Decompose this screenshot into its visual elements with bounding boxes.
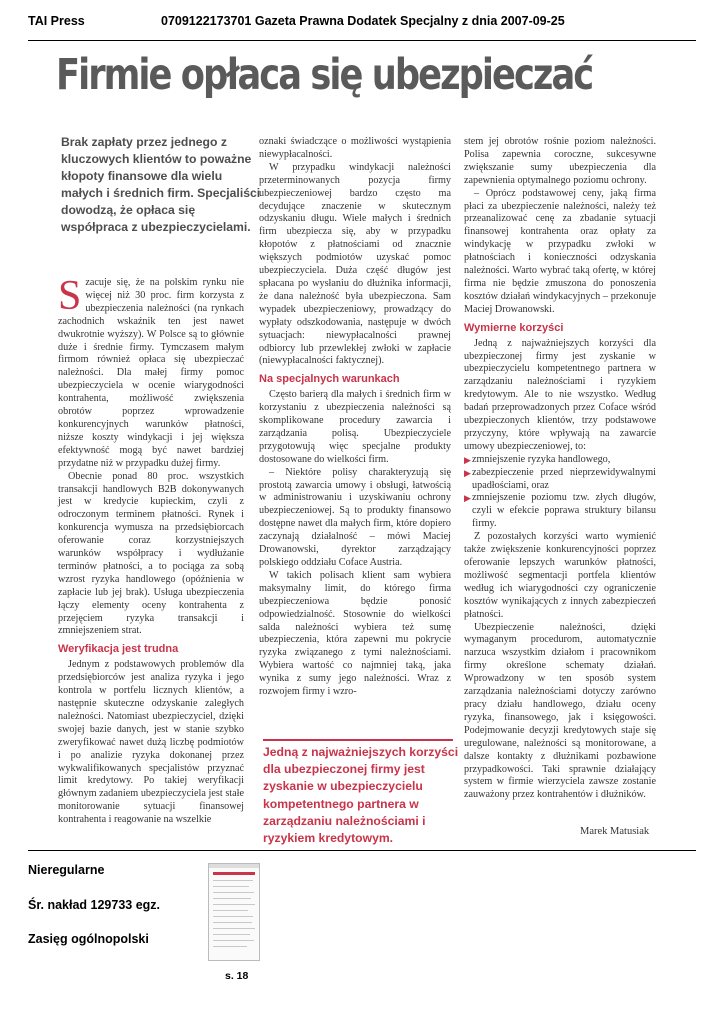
thumbnail-line xyxy=(213,904,255,905)
pull-quote xyxy=(263,739,463,847)
thumbnail-line xyxy=(213,898,251,899)
article-lead: Brak zapłaty przez jednego z kluczowych klientów to poważne kłopoty finansowe dla wielu małych i średnich firm. Specjaliści dowodzą, że opłaca się współpraca z ubezpieczycielami. xyxy=(61,135,261,235)
thumbnail-header-bar xyxy=(209,864,259,868)
col2-paragraph-1: oznaki świadczące o możliwości wystąpienia niewypłacalności. xyxy=(259,136,451,160)
col2-paragraph-4: – Niektóre polisy charakteryzują się prostotą zawarcia umowy i obsługi, łatwością w administrowaniu i uzyskiwaniu ochrony ubezpieczeniowej. Są to produkty finansowo dostępne nawet dla małych firm, które dopiero zaczynają działalność – mówi Maciej Drowanowski, dyrektor zarządzający polskiego oddziału Coface Austria. xyxy=(259,466,451,568)
frequency-label: Nieregularne xyxy=(28,863,105,877)
page-number: s. 18 xyxy=(225,970,249,982)
bullet-icon: ▶ xyxy=(464,467,471,478)
thumbnail-line xyxy=(213,922,252,923)
bullet-icon: ▶ xyxy=(464,454,471,465)
footer-rule xyxy=(28,850,696,851)
clipping-header xyxy=(28,14,696,36)
col1-paragraph-3: Jednym z podstawowych problemów dla przedsiębiorców jest analiza ryzyka i jego kontrola w portfelu licznych klientów, a następnie skuteczne odzyskanie zaległych należności. Natomiast ubezpieczyciel, dzięki swojej bazie danych, jest w stanie szybko zweryfikować nawet dużą liczbę podmiotów i po analizie ryzyka dokonanej przez wykwalifikowanych specjalistów przyznać limit kredytowy. Po takiej weryfikacji głównym zadaniem ubezpieczyciela jest stałe monitorowanie sytuacji finansowej kontrahenta i reagowanie na wszelkie xyxy=(58,659,244,826)
col1-paragraph-2: Obecnie ponad 80 proc. wszystkich transakcji handlowych B2B dokonywanych jest w kredycie kupieckim, czyli z odroczonym terminem płatności. Rynek i konkurencja wymusza na przedsiębiorcach oferowanie coraz korzystniejszych warunków współpracy i wydłużanie terminów płatności, a to pociąga za sobą wzrost ryzyka handlowego (opóźnienia w zapłacie lub jej brak). Usługa ubezpieczenia łączy elementy oceny kontrahenta z przejęciem ryzyka transakcji i zmniejszeniem strat. xyxy=(58,470,244,637)
thumbnail-line xyxy=(213,928,255,929)
column-2 xyxy=(259,136,451,699)
subheading-wymierne-korzysci: Wymierne korzyści xyxy=(464,321,564,334)
thumbnail-line xyxy=(213,934,250,935)
benefits-list xyxy=(464,454,656,531)
col3-paragraph-5: Ubezpieczenie należności, dzięki wymaganym procedurom, automatycznie narzuca wszystkim działom i pracownikom firmy określone schematy działań. Wprowadzony w ten sposób system zarządzania należnościami dotyczy zarówno pracy działu handlowego, działu oceny ryzyka, finansowego, jak i księgowości. Podejmowanie decyzji kredytowych staje się uregulowane, należności są monitorowane, a dalsze kontakty z dłużnikami pozbawione przypadkowości. Taki sprawnie działający system w firmie wierzyciela zawsze zostanie zauważony przez kontrahentów i dłużników. xyxy=(464,621,656,801)
circulation-label: Śr. nakład 129733 egz. xyxy=(28,898,161,912)
thumbnail-line xyxy=(213,916,253,917)
drop-cap: S xyxy=(58,273,82,319)
thumbnail-line xyxy=(213,886,249,887)
pull-quote-text: Jedną z najważniejszych korzyści dla ubezpieczonej firmy jest zyskanie w ubezpieczycielu kompetentnego partnera w zarządzaniu należnościami i ryzykiem kredytowym. xyxy=(263,745,459,846)
author-byline: Marek Matusiak xyxy=(580,826,650,837)
thumbnail-line xyxy=(213,946,247,947)
subheading-weryfikacja: Weryfikacja jest trudna xyxy=(58,643,179,656)
col3-paragraph-3: Jedną z najważniejszych korzyści dla ubezpieczonej firmy jest zyskanie w ubezpieczycielu kompetentnego partnera w zarządzaniu należnościami i ryzykiem kredytowym. Ale to nie wszystko. Według badań przeprowadzonych przez Coface wśród ubezpieczonych klientów, trzy podstawowe przyczyny, które wpływają na zawarcie umowy ubezpieczeniowej, to: xyxy=(464,337,656,452)
thumbnail-title-bar xyxy=(213,872,255,875)
bullet-icon: ▶ xyxy=(464,493,471,504)
page-thumbnail xyxy=(208,863,260,961)
col2-paragraph-3: Często barierą dla małych i średnich firm w korzystaniu z ubezpieczenia należności są skomplikowane procedury zawarcia i zarządzania polisą. Ubezpieczyciele przygotowują więc specjalne produkty dostosowane do wielkości firm. xyxy=(259,389,451,465)
thumbnail-line xyxy=(213,940,254,941)
list-item: ▶ zabezpieczenie przed nieprzewidywalnymi upadłościami, oraz xyxy=(464,466,656,491)
thumbnail-line xyxy=(213,880,253,881)
col2-paragraph-5: W takich polisach klient sam wybiera maksymalny limit, do którego firma ubezpieczeniowa będzie ponosić odpowiedzialność. Stosownie do wielkości salda należności wybiera też sumę ubezpieczenia, która zapewni mu pokrycie ryzyka związanego z tymi należnościami. Wybiera wartość co najmniej taką, jaka wynika z sumy jego należności. Wraz z rozwojem firmy i wzro- xyxy=(259,569,451,698)
column-1 xyxy=(58,273,244,827)
reach-label: Zasięg ogólnopolski xyxy=(28,932,149,946)
thumbnail-line xyxy=(213,910,248,911)
col3-paragraph-2: – Oprócz podstawowej ceny, jaką firma płaci za ubezpieczenie należności, należy też przeanalizować cenę za zbadanie sytuacji finansowej kontrahenta oraz opłaty za windykację w przypadku zwłoki w płatnościach i konieczności odzyskania należności. Warto wybrać taką ofertę, w której firma nie będzie zmuszona do ponoszenia kosztów działań windykacyjnych – przekonuje Maciej Drowanowski. xyxy=(464,187,656,315)
col3-paragraph-4: Z pozostałych korzyści warto wymienić także zwiększenie konkurencyjności poprzez oferowanie lepszych warunków płatności, możliwość segmentacji portfela klientów według ich wiarygodności czy ograniczenie kosztów wynikających z innych zabezpieczeń płatności. xyxy=(464,531,656,620)
list-item: ▶ zmniejszenie ryzyka handlowego, xyxy=(464,453,611,465)
list-item: ▶ zmniejszenie poziomu tzw. złych długów, czyli w efekcie poprawa struktury bilansu firmy. xyxy=(464,492,656,530)
thumbnail-line xyxy=(213,892,254,893)
col2-paragraph-2: W przypadku windykacji należności przeterminowanych pozycja firmy ubezpieczeniowej bardzo często ma decydujące znaczenie w skutecznym odzyskaniu długu. Wiele małych i średnich firm ubezpiecza się, aby w przypadku kłopotów z płatnościami od znacznie większych podmiotów uzyskać pomoc ubezpieczyciela. Duża część długów jest spłacana po wysłaniu do dłużnika informacji, że dana należność była ubezpieczona. Sam wypadek ubezpieczeniowy, prowadzący do wypłaty odszkodowania, następuje w dwóch sytuacjach: niewypłacalności prawnej odbiorcy lub przewlekłej zwłoki w zapłacie (niewypłacalności faktycznej). xyxy=(259,161,451,367)
pull-quote-rule xyxy=(263,739,453,741)
subheading-specjalne-warunki: Na specjalnych warunkach xyxy=(259,373,400,386)
publication-info: 0709122173701 Gazeta Prawna Dodatek Specjalny z dnia 2007-09-25 xyxy=(161,14,565,28)
header-rule xyxy=(28,40,696,41)
article-title: Firmie opłaca się ubezpieczać xyxy=(56,50,593,100)
column-3 xyxy=(464,136,656,802)
col1-paragraph-1: zacuje się, że na polskim rynku nie więcej niż 30 proc. firm korzysta z ubezpieczenia należności (na rynkach zachodnich wskaźnik ten jest nawet dwukrotnie wyższy). W Polsce są to głównie duże i średnie firmy. Tymczasem małym firmom również opłaca się ubezpieczać należności. Dla małej firmy pomoc ubezpieczyciela w ocenie wiarygodności kontrahenta, możliwość zwiększenia obrotów poprzez wprowadzenie konkurencyjnych warunków płatności, niższe koszty windykacji i jej większa efektywność mogą być nawet bardziej przydatne niż w przypadku dużej firmy. xyxy=(58,277,244,469)
col3-paragraph-1: stem jej obrotów rośnie poziom należności. Polisa zapewnia coroczne, sukcesywne zwiększanie sumy ubezpieczenia dla zapewnienia optymalnego poziomu ochrony. xyxy=(464,136,656,186)
source-label: TAI Press xyxy=(28,14,85,28)
